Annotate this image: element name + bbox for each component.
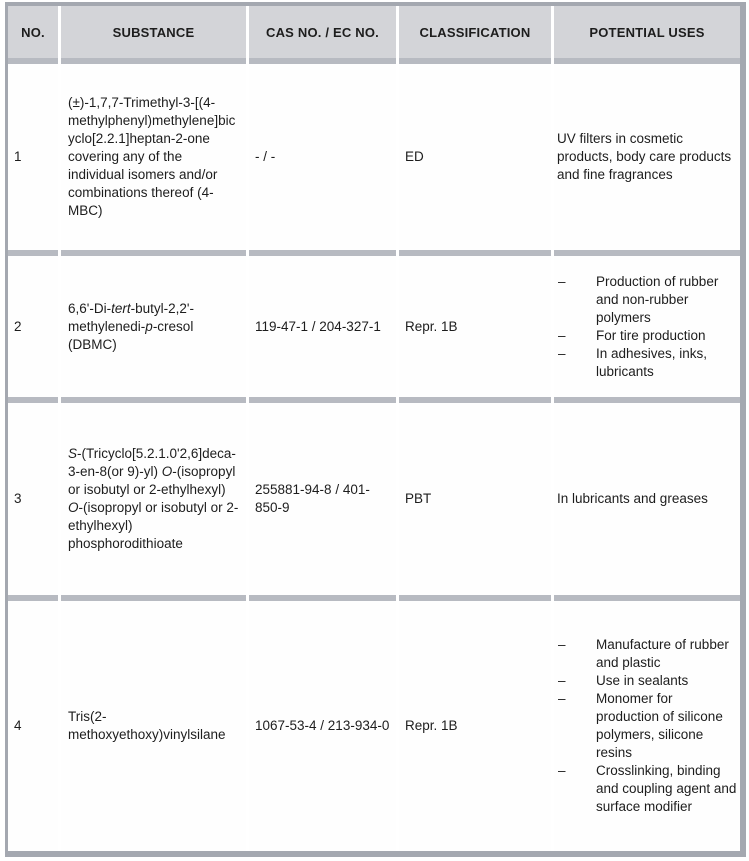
uses-list-item: – In adhesives, inks, lubricants (558, 345, 708, 379)
uses-list (557, 273, 738, 381)
table-row-4 (8, 601, 740, 851)
uses-list (557, 636, 738, 816)
dash-bullet: – (558, 273, 566, 289)
substance-text: 6,6'-Di-tert-butyl-2,2'-methylenedi-p-cresol (DBMC) (68, 300, 194, 352)
dash-bullet: – (558, 345, 566, 361)
classification-value: Repr. 1B (399, 601, 551, 851)
row-number: 4 (8, 601, 58, 851)
table-row-3 (8, 403, 740, 595)
uses-list-item: – Use in sealants (558, 673, 689, 688)
classification-value: Repr. 1B (399, 256, 551, 397)
uses-text: UV filters in cosmetic products, body care products and fine fragrances (557, 131, 732, 182)
uses-text: In lubricants and greases (557, 491, 708, 506)
substance-text: (±)-1,7,7-Trimethyl-3-[(4-methylphenyl)methylene]bicyclo[2.2.1]heptan-2-one covering any of the individual isomers and/or combinations thereof (4-MBC) (68, 95, 236, 218)
row-number: 2 (8, 256, 58, 397)
substance-text: Tris(2-methoxyethoxy)vinylsilane (68, 709, 226, 742)
cas-ec-number: 1067-53-4 / 213-934-0 (249, 601, 396, 851)
substance-name (61, 601, 246, 851)
cas-ec-number: 255881-94-8 / 401-850-9 (249, 403, 396, 595)
dash-bullet: – (558, 327, 566, 343)
header-cell-potential-uses: POTENTIAL USES (554, 6, 740, 58)
table-row-1 (8, 64, 740, 250)
potential-uses (554, 64, 740, 250)
header-cell-no: NO. (8, 6, 58, 58)
dash-bullet: – (558, 763, 566, 778)
table-header (8, 6, 740, 58)
dash-bullet: – (558, 637, 566, 652)
classification-value: ED (399, 64, 551, 250)
uses-list-item: – Manufacture of rubber and plastic (558, 637, 729, 670)
substance-text: S-(Tricyclo[5.2.1.0'2,6]deca-3-en-8(or 9)-yl) O-(isopropyl or isobutyl or 2-ethylhexyl) O-(isopropyl or isobutyl or 2-ethylhexyl) phosphorodithioate (68, 446, 239, 551)
potential-uses (554, 403, 740, 595)
dash-bullet: – (558, 673, 566, 688)
substance-name (61, 403, 246, 595)
header-cell-classification: CLASSIFICATION (399, 6, 551, 58)
header-cell-substance: SUBSTANCE (61, 6, 246, 58)
classification-value: PBT (399, 403, 551, 595)
dash-bullet: – (558, 691, 566, 706)
substances-table (5, 2, 746, 857)
row-number: 1 (8, 64, 58, 250)
potential-uses (554, 601, 740, 851)
cas-ec-number: - / - (249, 64, 396, 250)
table-row-2 (8, 256, 740, 397)
uses-list-item: – Monomer for production of silicone polymers, silicone resins (558, 691, 723, 760)
uses-list-item: – For tire production (558, 327, 706, 343)
potential-uses (554, 256, 740, 397)
uses-list-item: – Crosslinking, binding and coupling agent and surface modifier (558, 763, 737, 814)
substance-name (61, 256, 246, 397)
uses-list-item: – Production of rubber and non-rubber polymers (558, 273, 719, 325)
substance-name (61, 64, 246, 250)
row-number: 3 (8, 403, 58, 595)
cas-ec-number: 119-47-1 / 204-327-1 (249, 256, 396, 397)
header-cell-cas-ec: CAS NO. / EC NO. (249, 6, 396, 58)
